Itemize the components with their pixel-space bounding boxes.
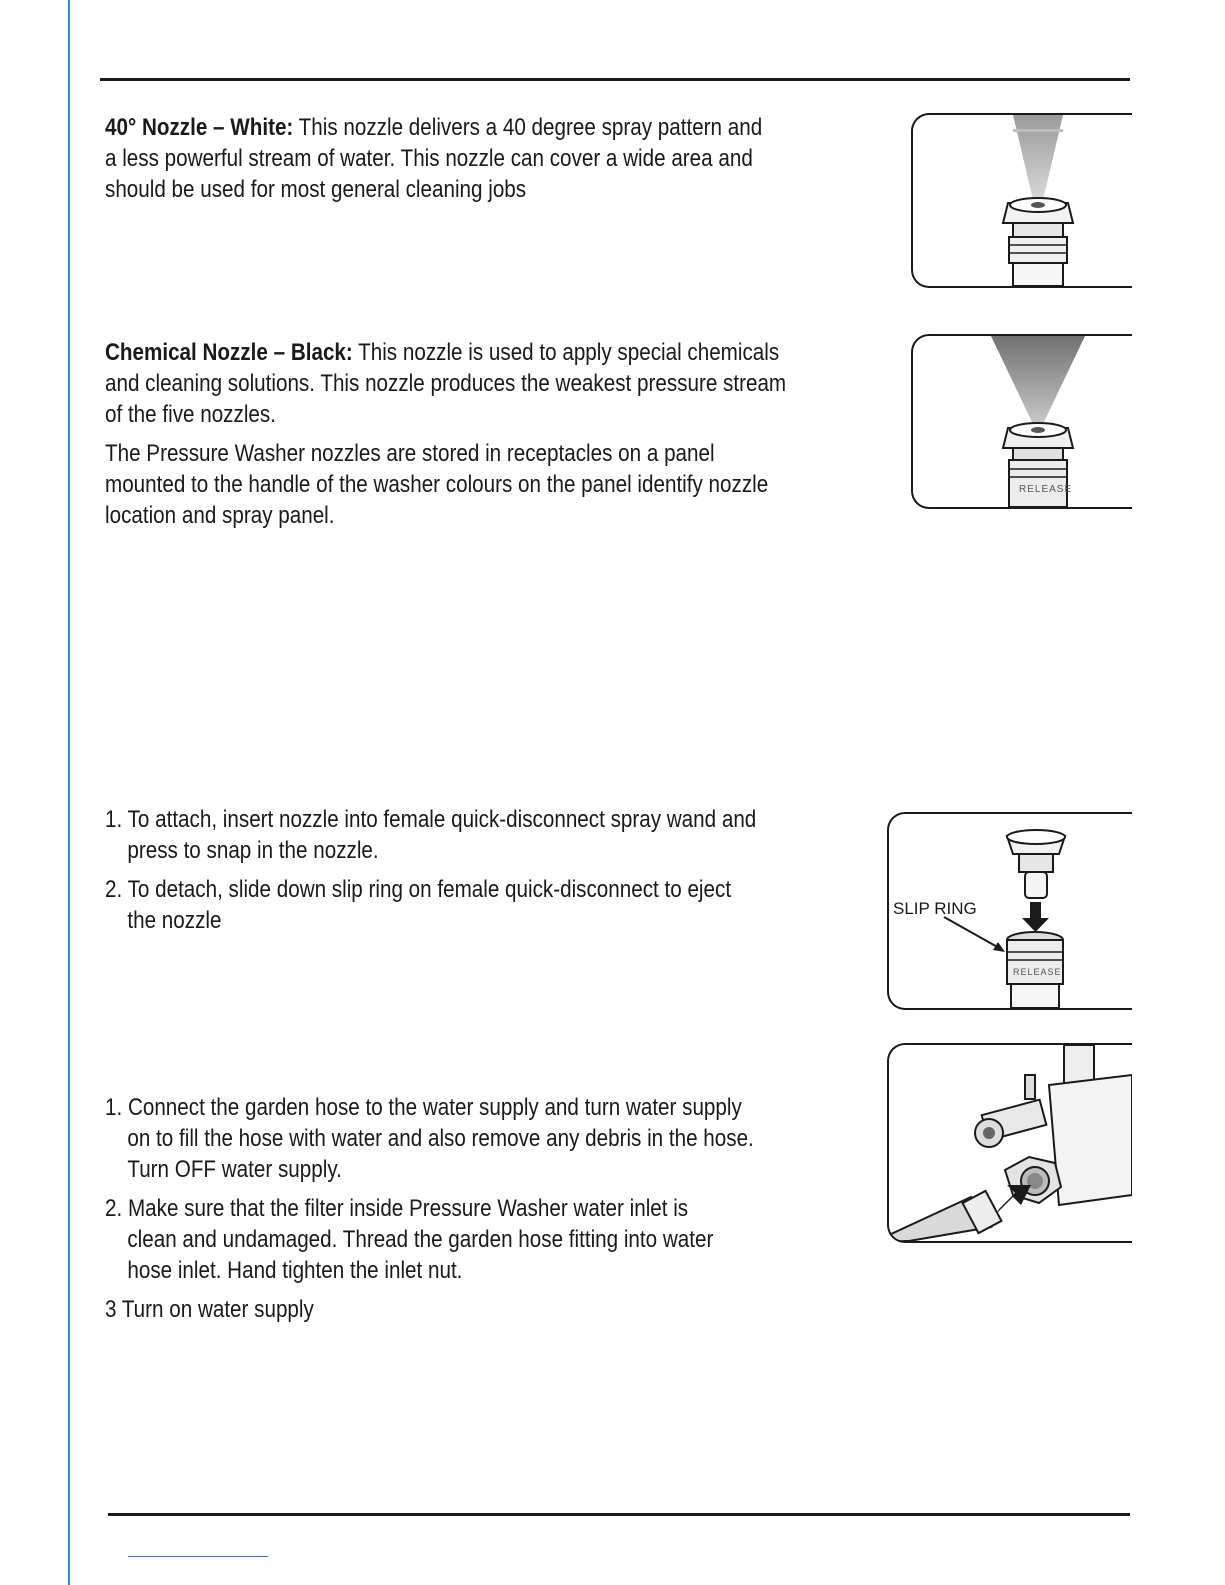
nozzle-chemical-title: Chemical Nozzle – Black: (105, 339, 353, 366)
hose-step-3: 3 Turn on water supply (105, 1296, 314, 1323)
hose-step-2: 2. Make sure that the filter inside Pressure Washer water inlet is (105, 1195, 689, 1222)
nozzle-40-title: 40° Nozzle – White: (105, 114, 294, 141)
attach-step-1-cont: press to snap in the nozzle. (127, 837, 379, 864)
nozzle-40-line1: This nozzle delivers a 40 degree spray pattern and (293, 114, 763, 141)
storage-line2: mounted to the handle of the washer colours on the panel identify nozzle (105, 471, 769, 498)
hose-inlet-illustration (887, 1043, 1132, 1243)
release-label-2: RELEASE (1013, 967, 1062, 977)
nozzle-chemical-paragraph (105, 337, 786, 430)
nozzle-40-line3: should be used for most general cleaning jobs (105, 176, 527, 203)
storage-line3: location and spray panel. (105, 502, 335, 529)
nozzle-40-paragraph (105, 112, 762, 205)
header-rule (100, 78, 1130, 81)
attach-step-1: 1. To attach, insert nozzle into female quick-disconnect spray wand and (105, 806, 757, 833)
hose-step-2-cont1: clean and undamaged. Thread the garden hose fitting into water (127, 1226, 714, 1253)
nozzle-40-illustration (911, 113, 1132, 288)
nozzle-chemical-line2: and cleaning solutions. This nozzle produces the weakest pressure stream (105, 370, 787, 397)
hose-step-1-cont2: Turn OFF water supply. (127, 1156, 342, 1183)
slip-ring-illustration (887, 812, 1132, 1010)
hose-steps (105, 1092, 754, 1325)
slip-ring-label: SLIP RING (893, 899, 977, 918)
storage-line1: The Pressure Washer nozzles are stored in receptacles on a panel (105, 440, 715, 467)
nozzle-chemical-line1: This nozzle is used to apply special chemicals (352, 339, 780, 366)
nozzle-chemical-line3: of the five nozzles. (105, 401, 276, 428)
left-margin-rule (68, 0, 70, 1585)
hose-step-1: 1. Connect the garden hose to the water supply and turn water supply (105, 1094, 742, 1121)
footer-rule (108, 1513, 1130, 1516)
hose-step-1-cont1: on to fill the hose with water and also remove any debris in the hose. (127, 1125, 754, 1152)
nozzle-storage-paragraph (105, 438, 768, 531)
attach-step-2-cont: the nozzle (127, 907, 222, 934)
nozzle-40-line2: a less powerful stream of water. This nozzle can cover a wide area and (105, 145, 753, 172)
attach-step-2: 2. To detach, slide down slip ring on female quick-disconnect to eject (105, 876, 732, 903)
hose-step-2-cont2: hose inlet. Hand tighten the inlet nut. (127, 1257, 463, 1284)
attach-steps (105, 804, 756, 936)
footer-underline (128, 1556, 268, 1557)
release-label: RELEASE (1019, 484, 1073, 495)
nozzle-chemical-illustration (911, 334, 1132, 509)
